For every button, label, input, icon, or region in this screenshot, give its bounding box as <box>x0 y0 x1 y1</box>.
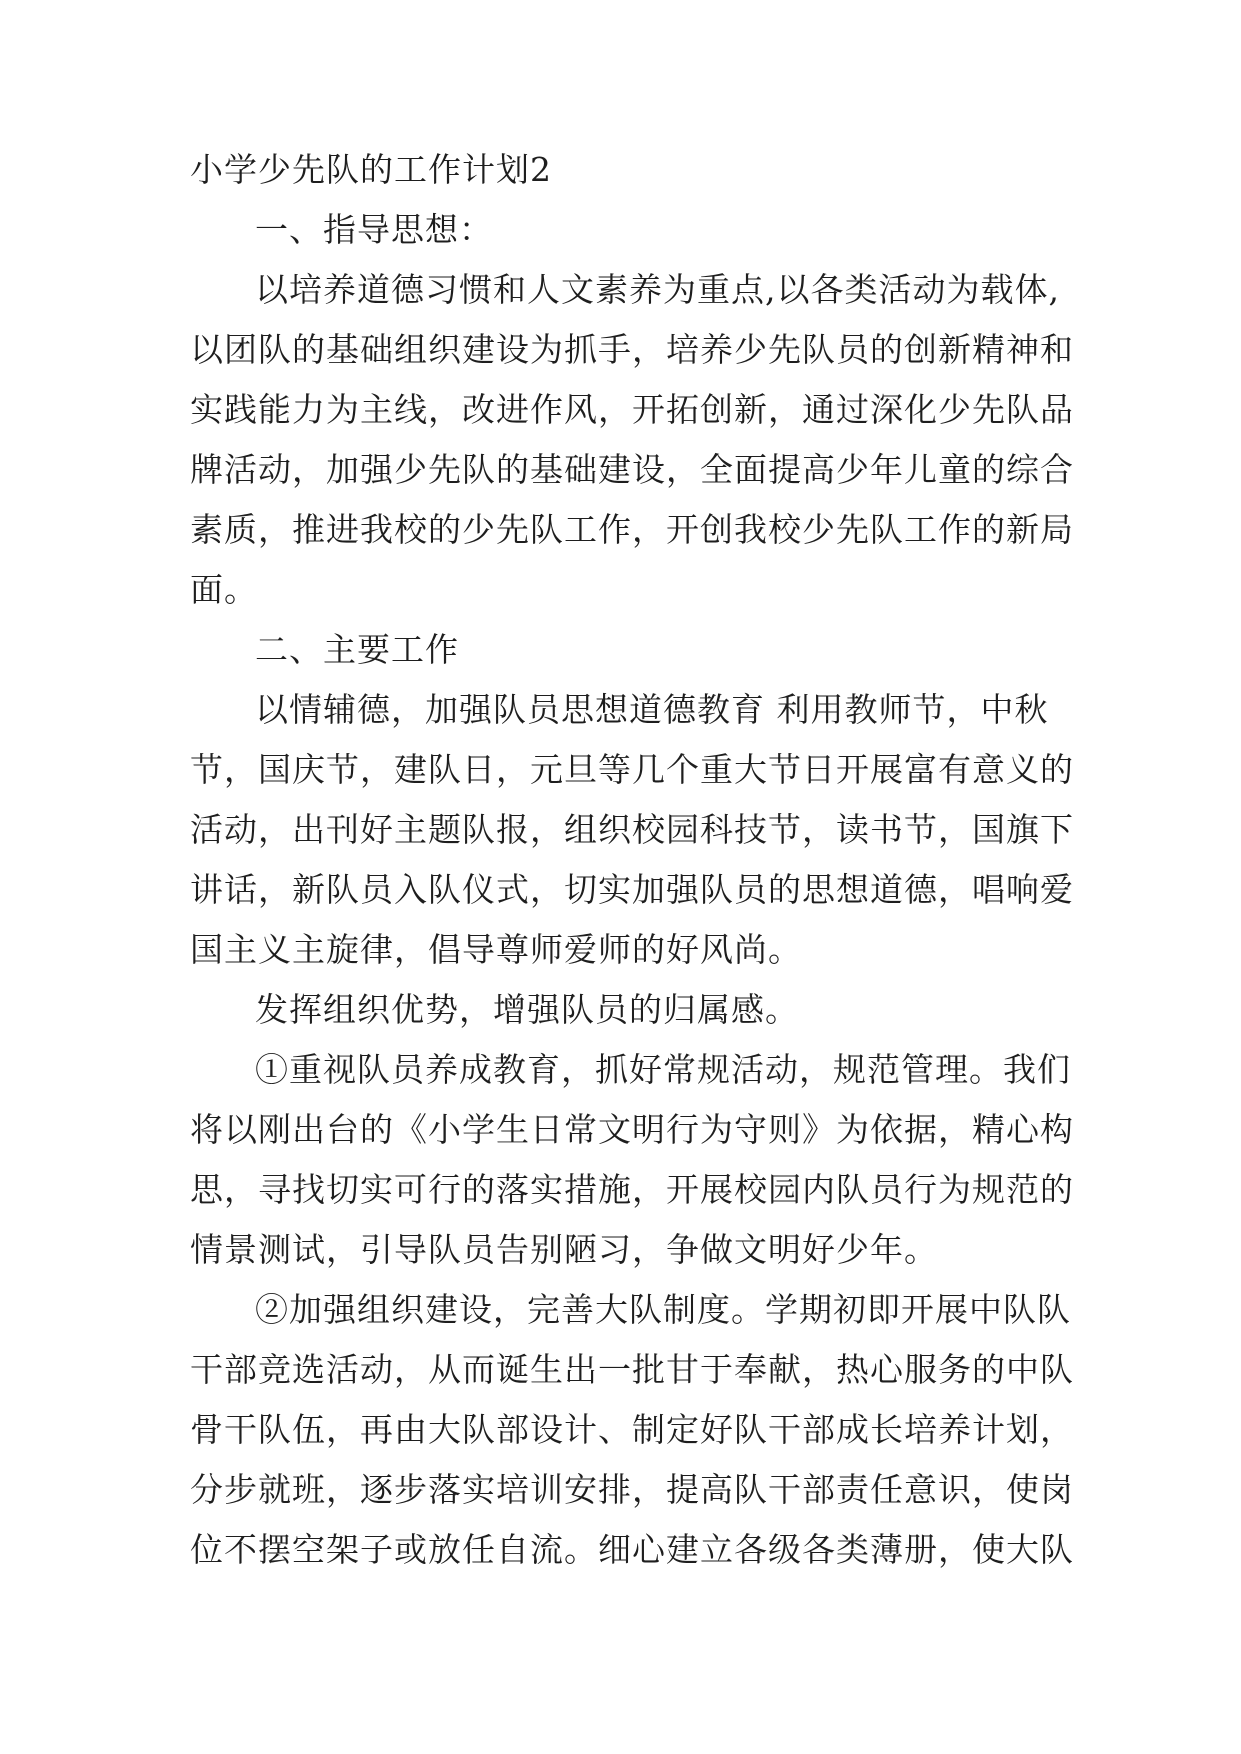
paragraph-line: 干部竞选活动，从而诞生出一批甘于奉献，热心服务的中队 <box>190 1350 1074 1389</box>
paragraph-line: 讲话，新队员入队仪式，切实加强队员的思想道德，唱响爱 <box>190 870 1074 909</box>
paragraph-line: 骨干队伍，再由大队部设计、制定好队干部成长培养计划， <box>190 1410 1074 1449</box>
section-heading-main-work: 二、主要工作 <box>255 630 459 669</box>
section-heading-guiding-thought: 一、指导思想： <box>255 210 493 249</box>
paragraph-line: 面。 <box>190 570 258 609</box>
paragraph-line: 思，寻找切实可行的落实措施，开展校园内队员行为规范的 <box>190 1170 1074 1209</box>
paragraph-line: 实践能力为主线，改进作风，开拓创新，通过深化少先队品 <box>190 390 1074 429</box>
paragraph-line: 发挥组织优势，增强队员的归属感。 <box>255 990 799 1029</box>
paragraph-line: 位不摆空架子或放任自流。细心建立各级各类薄册，使大队 <box>190 1530 1074 1569</box>
paragraph-line: 国主义主旋律，倡导尊师爱师的好风尚。 <box>190 930 802 969</box>
paragraph-line: 以团队的基础组织建设为抓手，培养少先队员的创新精神和 <box>190 330 1074 369</box>
paragraph-line: 以情辅德，加强队员思想道德教育 利用教师节，中秋 <box>255 690 1049 729</box>
paragraph-line: 将以刚出台的《小学生日常文明行为守则》为依据，精心构 <box>190 1110 1074 1149</box>
paragraph-line: ①重视队员养成教育，抓好常规活动，规范管理。我们 <box>255 1050 1071 1089</box>
paragraph-line: 牌活动，加强少先队的基础建设，全面提高少年儿童的综合 <box>190 450 1074 489</box>
paragraph-line: 活动，出刊好主题队报，组织校园科技节，读书节，国旗下 <box>190 810 1074 849</box>
paragraph-line: 分步就班，逐步落实培训安排，提高队干部责任意识，使岗 <box>190 1470 1074 1509</box>
paragraph-line: 以培养道德习惯和人文素养为重点,以各类活动为载体, <box>255 270 1060 309</box>
paragraph-line: 节，国庆节，建队日，元旦等几个重大节日开展富有意义的 <box>190 750 1074 789</box>
paragraph-line: 素质，推进我校的少先队工作，开创我校少先队工作的新局 <box>190 510 1074 549</box>
paragraph-line: 情景测试，引导队员告别陋习，争做文明好少年。 <box>190 1230 938 1269</box>
document-title: 小学少先队的工作计划2 <box>190 150 552 189</box>
paragraph-line: ②加强组织建设，完善大队制度。学期初即开展中队队 <box>255 1290 1071 1329</box>
